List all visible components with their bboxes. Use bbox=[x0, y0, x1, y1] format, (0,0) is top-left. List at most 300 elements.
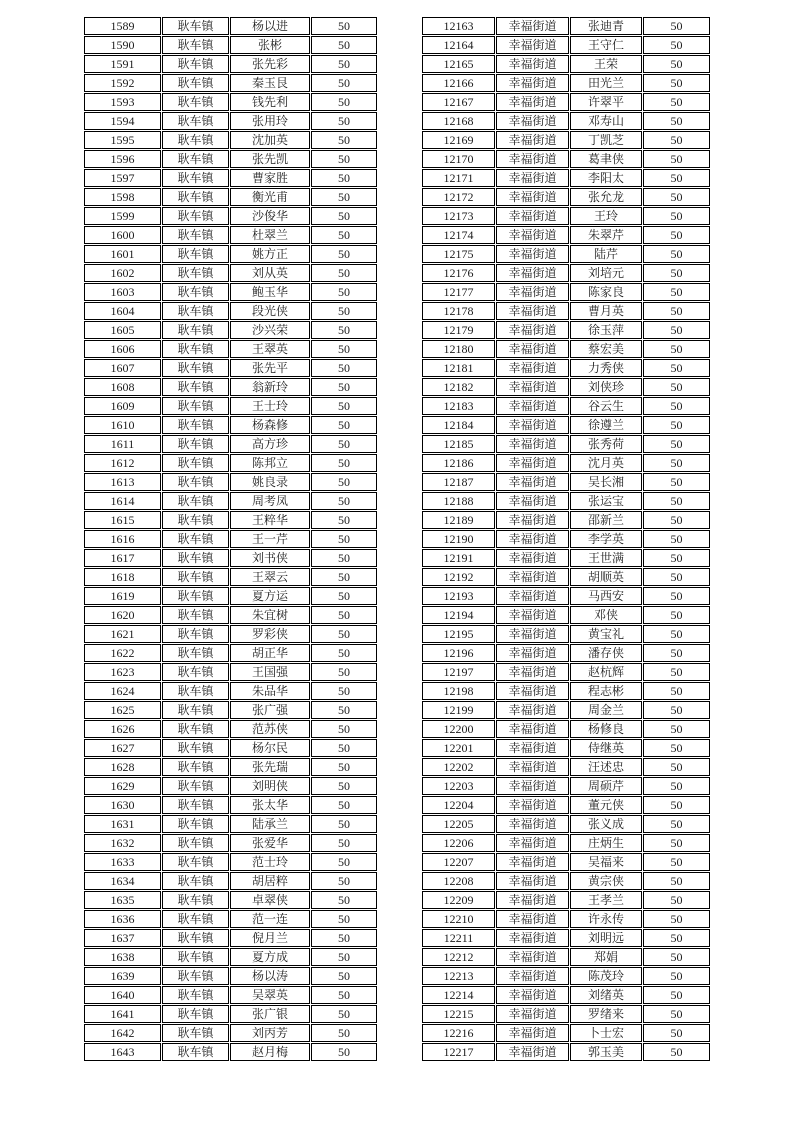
serial-number-cell: 12189 bbox=[422, 511, 495, 529]
person-name-cell: 李阳太 bbox=[570, 169, 642, 187]
amount-cell: 50 bbox=[311, 188, 377, 206]
table-row bbox=[422, 1024, 710, 1042]
person-name-cell: 沙俊华 bbox=[230, 207, 310, 225]
serial-number-cell: 1636 bbox=[84, 910, 161, 928]
amount-cell: 50 bbox=[311, 682, 377, 700]
region-cell: 耿车镇 bbox=[162, 1043, 229, 1061]
person-name-cell: 吴长湘 bbox=[570, 473, 642, 491]
region-cell: 耿车镇 bbox=[162, 207, 229, 225]
amount-cell: 50 bbox=[643, 17, 710, 35]
serial-number-cell: 1617 bbox=[84, 549, 161, 567]
amount-cell: 50 bbox=[643, 929, 710, 947]
table-row bbox=[422, 511, 710, 529]
serial-number-cell: 1624 bbox=[84, 682, 161, 700]
serial-number-cell: 12167 bbox=[422, 93, 495, 111]
region-cell: 幸福街道 bbox=[496, 150, 569, 168]
serial-number-cell: 12200 bbox=[422, 720, 495, 738]
region-cell: 耿车镇 bbox=[162, 967, 229, 985]
person-name-cell: 罗绪来 bbox=[570, 1005, 642, 1023]
person-name-cell: 力秀侠 bbox=[570, 359, 642, 377]
serial-number-cell: 12207 bbox=[422, 853, 495, 871]
region-cell: 幸福街道 bbox=[496, 606, 569, 624]
region-cell: 幸福街道 bbox=[496, 245, 569, 263]
person-name-cell: 刘丙芳 bbox=[230, 1024, 310, 1042]
person-name-cell: 张允龙 bbox=[570, 188, 642, 206]
region-cell: 耿车镇 bbox=[162, 150, 229, 168]
amount-cell: 50 bbox=[311, 758, 377, 776]
amount-cell: 50 bbox=[643, 568, 710, 586]
table-row bbox=[422, 1043, 710, 1061]
amount-cell: 50 bbox=[643, 796, 710, 814]
amount-cell: 50 bbox=[643, 948, 710, 966]
table-row bbox=[422, 359, 710, 377]
person-name-cell: 赵月梅 bbox=[230, 1043, 310, 1061]
amount-cell: 50 bbox=[311, 910, 377, 928]
region-cell: 幸福街道 bbox=[496, 739, 569, 757]
amount-cell: 50 bbox=[643, 378, 710, 396]
person-name-cell: 陆承兰 bbox=[230, 815, 310, 833]
amount-cell: 50 bbox=[643, 207, 710, 225]
table-row bbox=[422, 169, 710, 187]
serial-number-cell: 12194 bbox=[422, 606, 495, 624]
table-row bbox=[84, 226, 377, 244]
region-cell: 耿车镇 bbox=[162, 283, 229, 301]
table-row bbox=[84, 169, 377, 187]
person-name-cell: 胡顺英 bbox=[570, 568, 642, 586]
region-cell: 耿车镇 bbox=[162, 169, 229, 187]
table-row bbox=[422, 701, 710, 719]
serial-number-cell: 1634 bbox=[84, 872, 161, 890]
amount-cell: 50 bbox=[311, 302, 377, 320]
amount-cell: 50 bbox=[311, 340, 377, 358]
serial-number-cell: 12166 bbox=[422, 74, 495, 92]
person-name-cell: 汪述忠 bbox=[570, 758, 642, 776]
serial-number-cell: 1623 bbox=[84, 663, 161, 681]
serial-number-cell: 1637 bbox=[84, 929, 161, 947]
amount-cell: 50 bbox=[311, 17, 377, 35]
table-row bbox=[84, 701, 377, 719]
person-name-cell: 董元侠 bbox=[570, 796, 642, 814]
person-name-cell: 刘侠珍 bbox=[570, 378, 642, 396]
person-name-cell: 杨尔民 bbox=[230, 739, 310, 757]
region-cell: 幸福街道 bbox=[496, 207, 569, 225]
serial-number-cell: 1592 bbox=[84, 74, 161, 92]
person-name-cell: 曹月英 bbox=[570, 302, 642, 320]
amount-cell: 50 bbox=[643, 169, 710, 187]
serial-number-cell: 12204 bbox=[422, 796, 495, 814]
person-name-cell: 刘明侠 bbox=[230, 777, 310, 795]
region-cell: 耿车镇 bbox=[162, 454, 229, 472]
region-cell: 耿车镇 bbox=[162, 1005, 229, 1023]
region-cell: 幸福街道 bbox=[496, 416, 569, 434]
region-cell: 幸福街道 bbox=[496, 967, 569, 985]
serial-number-cell: 1594 bbox=[84, 112, 161, 130]
region-cell: 耿车镇 bbox=[162, 986, 229, 1004]
serial-number-cell: 1599 bbox=[84, 207, 161, 225]
serial-number-cell: 1591 bbox=[84, 55, 161, 73]
region-cell: 耿车镇 bbox=[162, 739, 229, 757]
amount-cell: 50 bbox=[643, 359, 710, 377]
region-cell: 幸福街道 bbox=[496, 796, 569, 814]
region-cell: 幸福街道 bbox=[496, 169, 569, 187]
region-cell: 幸福街道 bbox=[496, 720, 569, 738]
amount-cell: 50 bbox=[311, 625, 377, 643]
amount-cell: 50 bbox=[311, 929, 377, 947]
region-cell: 幸福街道 bbox=[496, 131, 569, 149]
serial-number-cell: 12179 bbox=[422, 321, 495, 339]
table-row bbox=[84, 758, 377, 776]
amount-cell: 50 bbox=[643, 834, 710, 852]
region-cell: 耿车镇 bbox=[162, 644, 229, 662]
serial-number-cell: 1607 bbox=[84, 359, 161, 377]
amount-cell: 50 bbox=[311, 739, 377, 757]
table-row bbox=[84, 207, 377, 225]
amount-cell: 50 bbox=[643, 625, 710, 643]
person-name-cell: 吴翠英 bbox=[230, 986, 310, 1004]
table-row bbox=[422, 872, 710, 890]
person-name-cell: 姚良录 bbox=[230, 473, 310, 491]
region-cell: 幸福街道 bbox=[496, 378, 569, 396]
table-row bbox=[84, 530, 377, 548]
person-name-cell: 刘明远 bbox=[570, 929, 642, 947]
table-row bbox=[84, 1043, 377, 1061]
amount-cell: 50 bbox=[643, 701, 710, 719]
person-name-cell: 杨森修 bbox=[230, 416, 310, 434]
table-row bbox=[84, 777, 377, 795]
person-name-cell: 刘培元 bbox=[570, 264, 642, 282]
serial-number-cell: 12165 bbox=[422, 55, 495, 73]
region-cell: 幸福街道 bbox=[496, 853, 569, 871]
serial-number-cell: 12196 bbox=[422, 644, 495, 662]
amount-cell: 50 bbox=[311, 872, 377, 890]
person-name-cell: 李学英 bbox=[570, 530, 642, 548]
amount-cell: 50 bbox=[643, 131, 710, 149]
table-row bbox=[84, 891, 377, 909]
person-name-cell: 张先凯 bbox=[230, 150, 310, 168]
amount-cell: 50 bbox=[311, 720, 377, 738]
amount-cell: 50 bbox=[643, 606, 710, 624]
region-cell: 耿车镇 bbox=[162, 663, 229, 681]
table-row bbox=[84, 625, 377, 643]
person-name-cell: 鲍玉华 bbox=[230, 283, 310, 301]
person-name-cell: 王孝兰 bbox=[570, 891, 642, 909]
region-cell: 幸福街道 bbox=[496, 283, 569, 301]
amount-cell: 50 bbox=[311, 150, 377, 168]
region-cell: 耿车镇 bbox=[162, 17, 229, 35]
amount-cell: 50 bbox=[311, 948, 377, 966]
serial-number-cell: 12215 bbox=[422, 1005, 495, 1023]
person-name-cell: 刘绪英 bbox=[570, 986, 642, 1004]
region-cell: 幸福街道 bbox=[496, 986, 569, 1004]
amount-cell: 50 bbox=[311, 568, 377, 586]
table-row bbox=[84, 74, 377, 92]
amount-cell: 50 bbox=[643, 663, 710, 681]
serial-number-cell: 12205 bbox=[422, 815, 495, 833]
serial-number-cell: 12209 bbox=[422, 891, 495, 909]
table-row bbox=[84, 416, 377, 434]
person-name-cell: 王国强 bbox=[230, 663, 310, 681]
table-row bbox=[84, 131, 377, 149]
table-row bbox=[422, 568, 710, 586]
region-cell: 幸福街道 bbox=[496, 397, 569, 415]
region-cell: 幸福街道 bbox=[496, 359, 569, 377]
region-cell: 幸福街道 bbox=[496, 568, 569, 586]
amount-cell: 50 bbox=[643, 853, 710, 871]
region-cell: 耿车镇 bbox=[162, 720, 229, 738]
person-name-cell: 王士玲 bbox=[230, 397, 310, 415]
table-row bbox=[84, 454, 377, 472]
table-row bbox=[422, 625, 710, 643]
amount-cell: 50 bbox=[311, 549, 377, 567]
region-cell: 耿车镇 bbox=[162, 473, 229, 491]
region-cell: 耿车镇 bbox=[162, 264, 229, 282]
serial-number-cell: 12192 bbox=[422, 568, 495, 586]
serial-number-cell: 1635 bbox=[84, 891, 161, 909]
person-name-cell: 朱宜树 bbox=[230, 606, 310, 624]
amount-cell: 50 bbox=[311, 283, 377, 301]
table-row bbox=[84, 112, 377, 130]
person-name-cell: 许翠平 bbox=[570, 93, 642, 111]
region-cell: 幸福街道 bbox=[496, 1043, 569, 1061]
amount-cell: 50 bbox=[643, 454, 710, 472]
region-cell: 幸福街道 bbox=[496, 910, 569, 928]
amount-cell: 50 bbox=[311, 606, 377, 624]
serial-number-cell: 1609 bbox=[84, 397, 161, 415]
serial-number-cell: 12171 bbox=[422, 169, 495, 187]
right-roster-body bbox=[422, 17, 710, 1061]
amount-cell: 50 bbox=[643, 492, 710, 510]
serial-number-cell: 1604 bbox=[84, 302, 161, 320]
person-name-cell: 郭玉美 bbox=[570, 1043, 642, 1061]
table-row bbox=[84, 17, 377, 35]
amount-cell: 50 bbox=[643, 644, 710, 662]
table-row bbox=[422, 36, 710, 54]
region-cell: 耿车镇 bbox=[162, 55, 229, 73]
amount-cell: 50 bbox=[311, 891, 377, 909]
serial-number-cell: 12173 bbox=[422, 207, 495, 225]
person-name-cell: 罗彩侠 bbox=[230, 625, 310, 643]
person-name-cell: 葛聿侠 bbox=[570, 150, 642, 168]
table-row bbox=[84, 872, 377, 890]
amount-cell: 50 bbox=[643, 549, 710, 567]
table-row bbox=[84, 397, 377, 415]
amount-cell: 50 bbox=[311, 359, 377, 377]
person-name-cell: 范士玲 bbox=[230, 853, 310, 871]
serial-number-cell: 1626 bbox=[84, 720, 161, 738]
table-row bbox=[84, 587, 377, 605]
region-cell: 耿车镇 bbox=[162, 245, 229, 263]
table-row bbox=[422, 853, 710, 871]
table-row bbox=[422, 378, 710, 396]
amount-cell: 50 bbox=[643, 587, 710, 605]
amount-cell: 50 bbox=[643, 226, 710, 244]
region-cell: 耿车镇 bbox=[162, 549, 229, 567]
serial-number-cell: 12201 bbox=[422, 739, 495, 757]
amount-cell: 50 bbox=[311, 853, 377, 871]
person-name-cell: 程志彬 bbox=[570, 682, 642, 700]
table-row bbox=[422, 435, 710, 453]
person-name-cell: 陈邦立 bbox=[230, 454, 310, 472]
person-name-cell: 姚方正 bbox=[230, 245, 310, 263]
person-name-cell: 杨以涛 bbox=[230, 967, 310, 985]
serial-number-cell: 1600 bbox=[84, 226, 161, 244]
table-row bbox=[84, 682, 377, 700]
table-row bbox=[84, 948, 377, 966]
amount-cell: 50 bbox=[311, 378, 377, 396]
region-cell: 耿车镇 bbox=[162, 948, 229, 966]
amount-cell: 50 bbox=[643, 473, 710, 491]
region-cell: 幸福街道 bbox=[496, 682, 569, 700]
serial-number-cell: 1614 bbox=[84, 492, 161, 510]
left-roster-table bbox=[83, 16, 378, 1062]
serial-number-cell: 12178 bbox=[422, 302, 495, 320]
region-cell: 耿车镇 bbox=[162, 568, 229, 586]
amount-cell: 50 bbox=[311, 112, 377, 130]
serial-number-cell: 1631 bbox=[84, 815, 161, 833]
amount-cell: 50 bbox=[643, 739, 710, 757]
region-cell: 幸福街道 bbox=[496, 625, 569, 643]
person-name-cell: 张广强 bbox=[230, 701, 310, 719]
region-cell: 幸福街道 bbox=[496, 112, 569, 130]
region-cell: 幸福街道 bbox=[496, 302, 569, 320]
person-name-cell: 陈茂玲 bbox=[570, 967, 642, 985]
serial-number-cell: 1629 bbox=[84, 777, 161, 795]
serial-number-cell: 12208 bbox=[422, 872, 495, 890]
table-row bbox=[84, 568, 377, 586]
region-cell: 幸福街道 bbox=[496, 1024, 569, 1042]
region-cell: 幸福街道 bbox=[496, 435, 569, 453]
table-row bbox=[422, 796, 710, 814]
serial-number-cell: 1618 bbox=[84, 568, 161, 586]
person-name-cell: 范一连 bbox=[230, 910, 310, 928]
table-row bbox=[422, 207, 710, 225]
region-cell: 耿车镇 bbox=[162, 796, 229, 814]
serial-number-cell: 1603 bbox=[84, 283, 161, 301]
right-roster-table bbox=[421, 16, 711, 1062]
serial-number-cell: 1625 bbox=[84, 701, 161, 719]
person-name-cell: 张先瑞 bbox=[230, 758, 310, 776]
serial-number-cell: 1630 bbox=[84, 796, 161, 814]
person-name-cell: 邵新兰 bbox=[570, 511, 642, 529]
table-row bbox=[422, 454, 710, 472]
person-name-cell: 张爱华 bbox=[230, 834, 310, 852]
table-row bbox=[422, 644, 710, 662]
table-row bbox=[84, 796, 377, 814]
table-row bbox=[422, 416, 710, 434]
left-roster-body bbox=[84, 17, 377, 1061]
amount-cell: 50 bbox=[643, 340, 710, 358]
table-row bbox=[422, 492, 710, 510]
region-cell: 幸福街道 bbox=[496, 36, 569, 54]
serial-number-cell: 1627 bbox=[84, 739, 161, 757]
amount-cell: 50 bbox=[643, 112, 710, 130]
table-row bbox=[84, 1005, 377, 1023]
person-name-cell: 王翠英 bbox=[230, 340, 310, 358]
region-cell: 幸福街道 bbox=[496, 891, 569, 909]
person-name-cell: 周考凤 bbox=[230, 492, 310, 510]
serial-number-cell: 1589 bbox=[84, 17, 161, 35]
person-name-cell: 张用玲 bbox=[230, 112, 310, 130]
table-row bbox=[84, 435, 377, 453]
person-name-cell: 段光侠 bbox=[230, 302, 310, 320]
table-row bbox=[84, 188, 377, 206]
amount-cell: 50 bbox=[643, 872, 710, 890]
person-name-cell: 谷云生 bbox=[570, 397, 642, 415]
region-cell: 幸福街道 bbox=[496, 929, 569, 947]
person-name-cell: 夏方运 bbox=[230, 587, 310, 605]
table-row bbox=[422, 587, 710, 605]
serial-number-cell: 1622 bbox=[84, 644, 161, 662]
serial-number-cell: 12184 bbox=[422, 416, 495, 434]
table-row bbox=[84, 492, 377, 510]
amount-cell: 50 bbox=[311, 473, 377, 491]
table-row bbox=[422, 834, 710, 852]
person-name-cell: 王翠云 bbox=[230, 568, 310, 586]
region-cell: 耿车镇 bbox=[162, 872, 229, 890]
table-row bbox=[422, 245, 710, 263]
amount-cell: 50 bbox=[643, 1005, 710, 1023]
serial-number-cell: 12187 bbox=[422, 473, 495, 491]
serial-number-cell: 12197 bbox=[422, 663, 495, 681]
table-row bbox=[422, 739, 710, 757]
amount-cell: 50 bbox=[311, 93, 377, 111]
region-cell: 耿车镇 bbox=[162, 853, 229, 871]
table-row bbox=[422, 473, 710, 491]
table-row bbox=[422, 929, 710, 947]
serial-number-cell: 1596 bbox=[84, 150, 161, 168]
amount-cell: 50 bbox=[643, 986, 710, 1004]
region-cell: 耿车镇 bbox=[162, 929, 229, 947]
region-cell: 耿车镇 bbox=[162, 340, 229, 358]
region-cell: 耿车镇 bbox=[162, 188, 229, 206]
table-row bbox=[84, 815, 377, 833]
region-cell: 耿车镇 bbox=[162, 435, 229, 453]
serial-number-cell: 1638 bbox=[84, 948, 161, 966]
amount-cell: 50 bbox=[311, 454, 377, 472]
region-cell: 幸福街道 bbox=[496, 872, 569, 890]
region-cell: 幸福街道 bbox=[496, 834, 569, 852]
person-name-cell: 刘从英 bbox=[230, 264, 310, 282]
region-cell: 幸福街道 bbox=[496, 511, 569, 529]
table-row bbox=[84, 378, 377, 396]
person-name-cell: 翁新玲 bbox=[230, 378, 310, 396]
region-cell: 幸福街道 bbox=[496, 549, 569, 567]
amount-cell: 50 bbox=[311, 644, 377, 662]
serial-number-cell: 12186 bbox=[422, 454, 495, 472]
table-row bbox=[84, 834, 377, 852]
serial-number-cell: 12206 bbox=[422, 834, 495, 852]
table-row bbox=[84, 1024, 377, 1042]
amount-cell: 50 bbox=[311, 701, 377, 719]
region-cell: 幸福街道 bbox=[496, 226, 569, 244]
region-cell: 耿车镇 bbox=[162, 701, 229, 719]
serial-number-cell: 12203 bbox=[422, 777, 495, 795]
person-name-cell: 田光兰 bbox=[570, 74, 642, 92]
table-row bbox=[84, 910, 377, 928]
table-row bbox=[422, 150, 710, 168]
serial-number-cell: 1642 bbox=[84, 1024, 161, 1042]
region-cell: 耿车镇 bbox=[162, 777, 229, 795]
region-cell: 耿车镇 bbox=[162, 131, 229, 149]
amount-cell: 50 bbox=[643, 777, 710, 795]
person-name-cell: 沈月英 bbox=[570, 454, 642, 472]
person-name-cell: 张太华 bbox=[230, 796, 310, 814]
region-cell: 幸福街道 bbox=[496, 815, 569, 833]
person-name-cell: 杨修良 bbox=[570, 720, 642, 738]
amount-cell: 50 bbox=[643, 264, 710, 282]
region-cell: 幸福街道 bbox=[496, 340, 569, 358]
serial-number-cell: 1628 bbox=[84, 758, 161, 776]
